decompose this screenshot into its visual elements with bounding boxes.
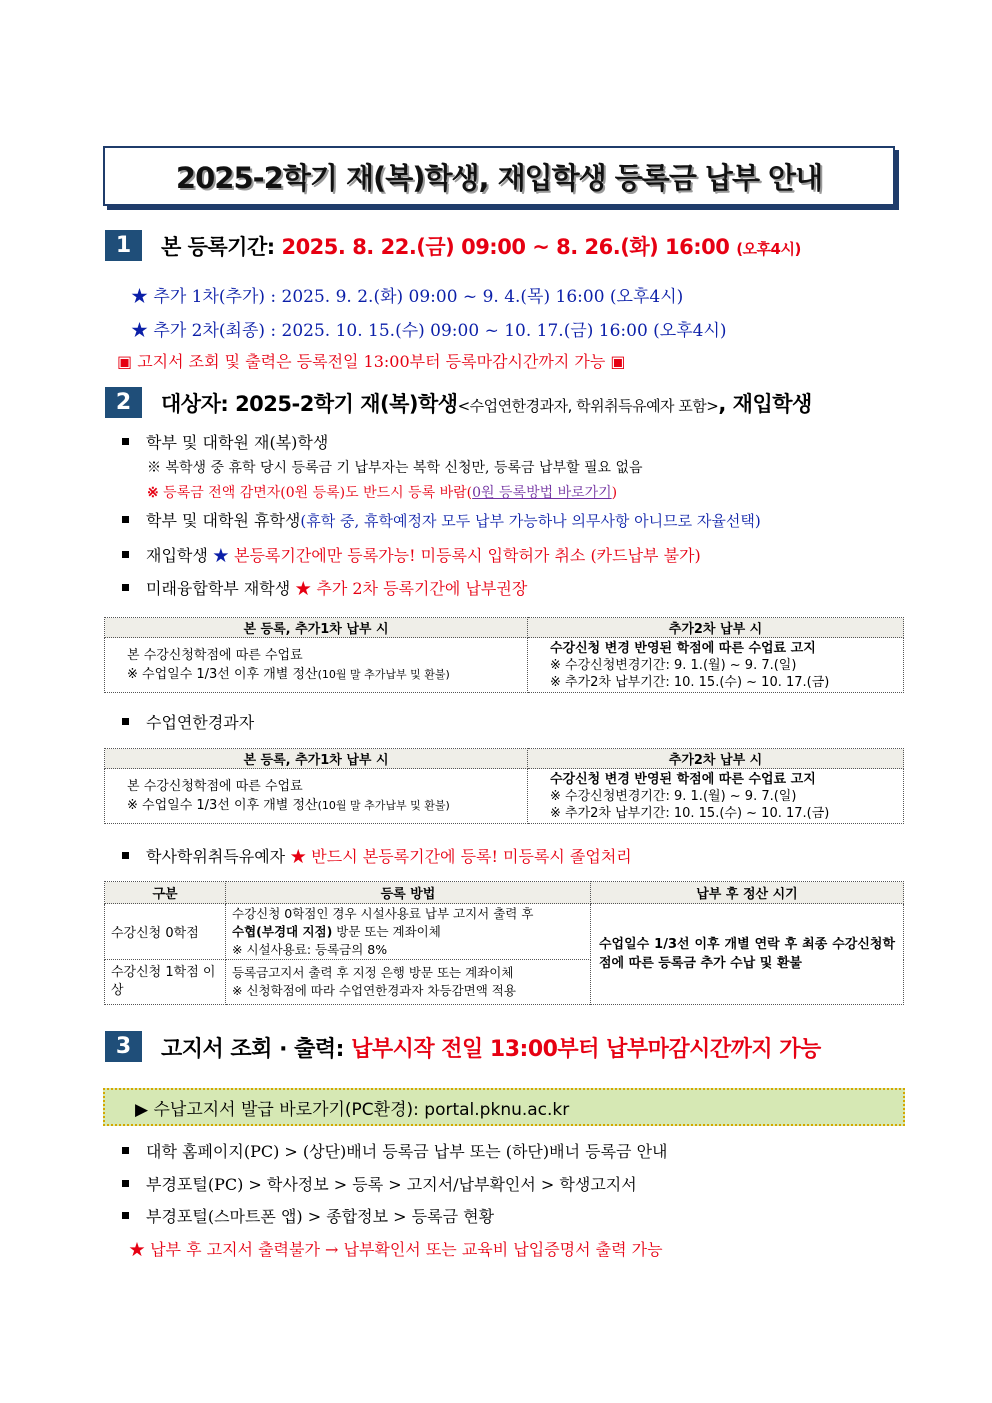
table-cell-text: 본 수강신청학점에 따른 수업료 bbox=[127, 779, 303, 794]
bullet-leave-text: 학부 및 대학원 휴학생 bbox=[146, 511, 301, 530]
star-icon: ★ bbox=[285, 847, 307, 866]
table-header: 본 등록, 추가1차 납부 시 bbox=[105, 749, 528, 769]
extra-period-2: ★ 추가 2차(최종) : 2025. 10. 15.(수) 09:00 ~ 10. 17.(금) 16:00 (오후4시) bbox=[131, 321, 727, 341]
bullet-leave-note: (휴학 중, 휴학예정자 모두 납부 가능하나 의무사항 아니므로 자율선택) bbox=[300, 512, 761, 530]
section-3-label: 고지서 조회 · 출력: bbox=[161, 1037, 344, 1062]
star-icon: ★ bbox=[290, 579, 312, 598]
table-cell-text: ※ 수강신청변경기간: 9. 1.(월) ~ 9. 7.(일) bbox=[550, 788, 797, 804]
bullet-square-icon bbox=[122, 1147, 129, 1154]
table-cell-text: ※ 추가2차 납부기간: 10. 15.(수) ~ 10. 17.(금) bbox=[550, 805, 830, 821]
table-cell-bold: 수협(부경대 지점) bbox=[232, 923, 333, 939]
bullet-homepage-text: 대학 홈페이지(PC) > (상단)배너 등록금 납부 또는 (하단)배너 등록금 안내 bbox=[146, 1142, 668, 1161]
bullet-deferral-text: 학사학위취득유예자 bbox=[146, 847, 286, 866]
portal-link[interactable]: ▶ 수납고지서 발급 바로가기(PC환경): portal.pknu.ac.kr bbox=[135, 1099, 570, 1120]
table-cell-right bbox=[528, 769, 904, 824]
table-cell-text: 수강신청 0학점인 경우 시설사용료 납부 고지서 출력 후 bbox=[232, 905, 534, 921]
bullet-readmit-note: 본등록기간에만 등록가능! 미등록시 입학허가 취소 (카드납부 불가) bbox=[228, 546, 701, 565]
registration-period: 2025. 8. 22.(금) 09:00 ~ 8. 26.(화) 16:00 bbox=[281, 235, 730, 259]
payment-table-1 bbox=[104, 617, 904, 693]
bullet-overdue bbox=[122, 710, 254, 733]
bullet-square-icon bbox=[122, 516, 129, 523]
bullet-portal-app-text: 부경포털(스마트폰 앱) > 종합정보 > 등록금 현황 bbox=[146, 1207, 495, 1226]
table-header: 추가2차 납부 시 bbox=[528, 618, 904, 638]
section-2-label-note: <수업연한경과자, 학위취득유예자 포함> bbox=[457, 397, 719, 415]
section-1-number: 1 bbox=[105, 230, 142, 261]
table-cell-text: ※ 수업일수 1/3선 이후 개별 정산 bbox=[127, 667, 318, 682]
bullet-portal-pc bbox=[122, 1172, 637, 1195]
table-cell-text: ※ 수강신청변경기간: 9. 1.(월) ~ 9. 7.(일) bbox=[550, 657, 797, 673]
table-header: 본 등록, 추가1차 납부 시 bbox=[105, 618, 528, 638]
bullet-portal-pc-text: 부경포털(PC) > 학사정보 > 등록 > 고지서/납부확인서 > 학생고지서 bbox=[146, 1175, 637, 1194]
bullet-future-note: 추가 2차 등록기간에 납부권장 bbox=[311, 579, 528, 598]
bullet-overdue-text: 수업연한경과자 bbox=[146, 713, 255, 732]
final-notice: ★ 납부 후 고지서 출력불가 → 납부확인서 또는 교육비 납입증명서 출력 가능 bbox=[129, 1240, 663, 1259]
bullet-enrolled-text: 학부 및 대학원 재(복)학생 bbox=[146, 433, 329, 452]
table-cell-text: ※ 신청학점에 따라 수업연한경과자 차등감면액 적용 bbox=[232, 983, 516, 998]
note-star: ※ bbox=[147, 485, 159, 501]
table-cell: 수업일수 1/3선 이후 개별 연락 후 최종 수강신청학점에 따른 등록금 추가 수납 및 환불 bbox=[591, 904, 904, 1005]
section-2-number: 2 bbox=[105, 387, 142, 418]
table-header: 등록 방법 bbox=[226, 882, 591, 904]
table-cell-text: 본 수강신청학점에 따른 수업료 bbox=[127, 648, 303, 663]
section-3-note: 납부시작 전일 13:00부터 납부마감시간까지 가능 bbox=[351, 1037, 821, 1062]
bullet-deferral-note: 반드시 본등록기간에 등록! 미등록시 졸업처리 bbox=[306, 847, 632, 866]
star-icon: ★ bbox=[207, 546, 229, 565]
note-zero-registration bbox=[147, 482, 617, 502]
bullet-square-icon bbox=[122, 438, 129, 445]
table-header: 구분 bbox=[105, 882, 226, 904]
bullet-square-icon bbox=[122, 551, 129, 558]
table-cell-text: 수강신청 변경 반영된 학점에 따른 수업료 고지 bbox=[550, 640, 816, 656]
bullet-square-icon bbox=[122, 718, 129, 725]
bullet-readmit bbox=[122, 543, 701, 566]
section-2-heading bbox=[161, 388, 812, 418]
table-cell-small: (10월 말 추가납부 및 환불) bbox=[317, 799, 450, 812]
table-cell: 수강신청 0학점 bbox=[105, 904, 226, 960]
section-2-label-end: , 재입학생 bbox=[718, 392, 812, 416]
section-3-number: 3 bbox=[105, 1031, 142, 1062]
table-cell-left bbox=[105, 769, 528, 824]
page-title: 2025-2학기 재(복)학생, 재입학생 등록금 납부 안내 bbox=[175, 160, 823, 195]
table-header: 납부 후 정산 시기 bbox=[591, 882, 904, 904]
table-cell-text: 수강신청 변경 반영된 학점에 따른 수업료 고지 bbox=[550, 771, 816, 787]
bullet-portal-app bbox=[122, 1204, 494, 1227]
table-cell-right bbox=[528, 638, 904, 693]
note-zero-text: 등록금 전액 감면자(0원 등록)도 반드시 등록 바람( bbox=[158, 485, 473, 501]
bullet-readmit-text: 재입학생 bbox=[146, 546, 208, 565]
table-cell-text: ※ 추가2차 납부기간: 10. 15.(수) ~ 10. 17.(금) bbox=[550, 674, 830, 690]
bullet-square-icon bbox=[122, 852, 129, 859]
bullet-deferral bbox=[122, 844, 632, 867]
table-cell-text: ※ 수업일수 1/3선 이후 개별 정산 bbox=[127, 798, 318, 813]
note-returning: ※ 복학생 중 휴학 당시 등록금 기 납부자는 복학 신청만, 등록금 납부할 필요 없음 bbox=[147, 460, 643, 476]
section-2-label: 대상자: 2025-2학기 재(복)학생 bbox=[161, 392, 458, 416]
table-cell-text: 방문 또는 계좌이체 bbox=[332, 923, 441, 939]
table-cell-small: (10월 말 추가납부 및 환불) bbox=[317, 668, 450, 681]
extra-period-1: ★ 추가 1차(추가) : 2025. 9. 2.(화) 09:00 ~ 9. 4.(목) 16:00 (오후4시) bbox=[131, 287, 684, 307]
section-1-heading bbox=[161, 231, 801, 261]
zero-registration-link[interactable]: 0원 등록방법 바로가기 bbox=[472, 485, 612, 501]
bullet-square-icon bbox=[122, 584, 129, 591]
bullet-square-icon bbox=[122, 1212, 129, 1219]
title-box bbox=[103, 146, 895, 206]
table-cell: 수강신청 1학점 이상 bbox=[105, 960, 226, 1005]
note-zero-end: ) bbox=[611, 485, 618, 501]
section-3-heading bbox=[161, 1032, 821, 1063]
bullet-enrolled bbox=[122, 430, 328, 453]
bullet-future bbox=[122, 576, 527, 599]
table-cell-text: 등록금고지서 출력 후 지정 은행 방문 또는 계좌이체 bbox=[232, 965, 514, 980]
notice-line: ▣ 고지서 조회 및 출력은 등록전일 13:00부터 등록마감시간까지 가능 ▣ bbox=[117, 352, 626, 371]
table-header: 추가2차 납부 시 bbox=[528, 749, 904, 769]
table-cell-text: ※ 시설사용료: 등록금의 8% bbox=[232, 941, 388, 957]
payment-table-2 bbox=[104, 748, 904, 824]
registration-period-note: (오후4시) bbox=[736, 240, 801, 258]
deferral-table bbox=[104, 881, 904, 1005]
portal-box bbox=[103, 1088, 905, 1126]
table-cell-left bbox=[105, 638, 528, 693]
bullet-future-text: 미래융합학부 재학생 bbox=[146, 579, 291, 598]
table-cell bbox=[226, 960, 591, 1005]
bullet-square-icon bbox=[122, 1180, 129, 1187]
bullet-homepage bbox=[122, 1139, 668, 1162]
bullet-leave bbox=[122, 508, 761, 531]
section-1-label: 본 등록기간: bbox=[161, 235, 275, 259]
table-cell bbox=[226, 904, 591, 960]
